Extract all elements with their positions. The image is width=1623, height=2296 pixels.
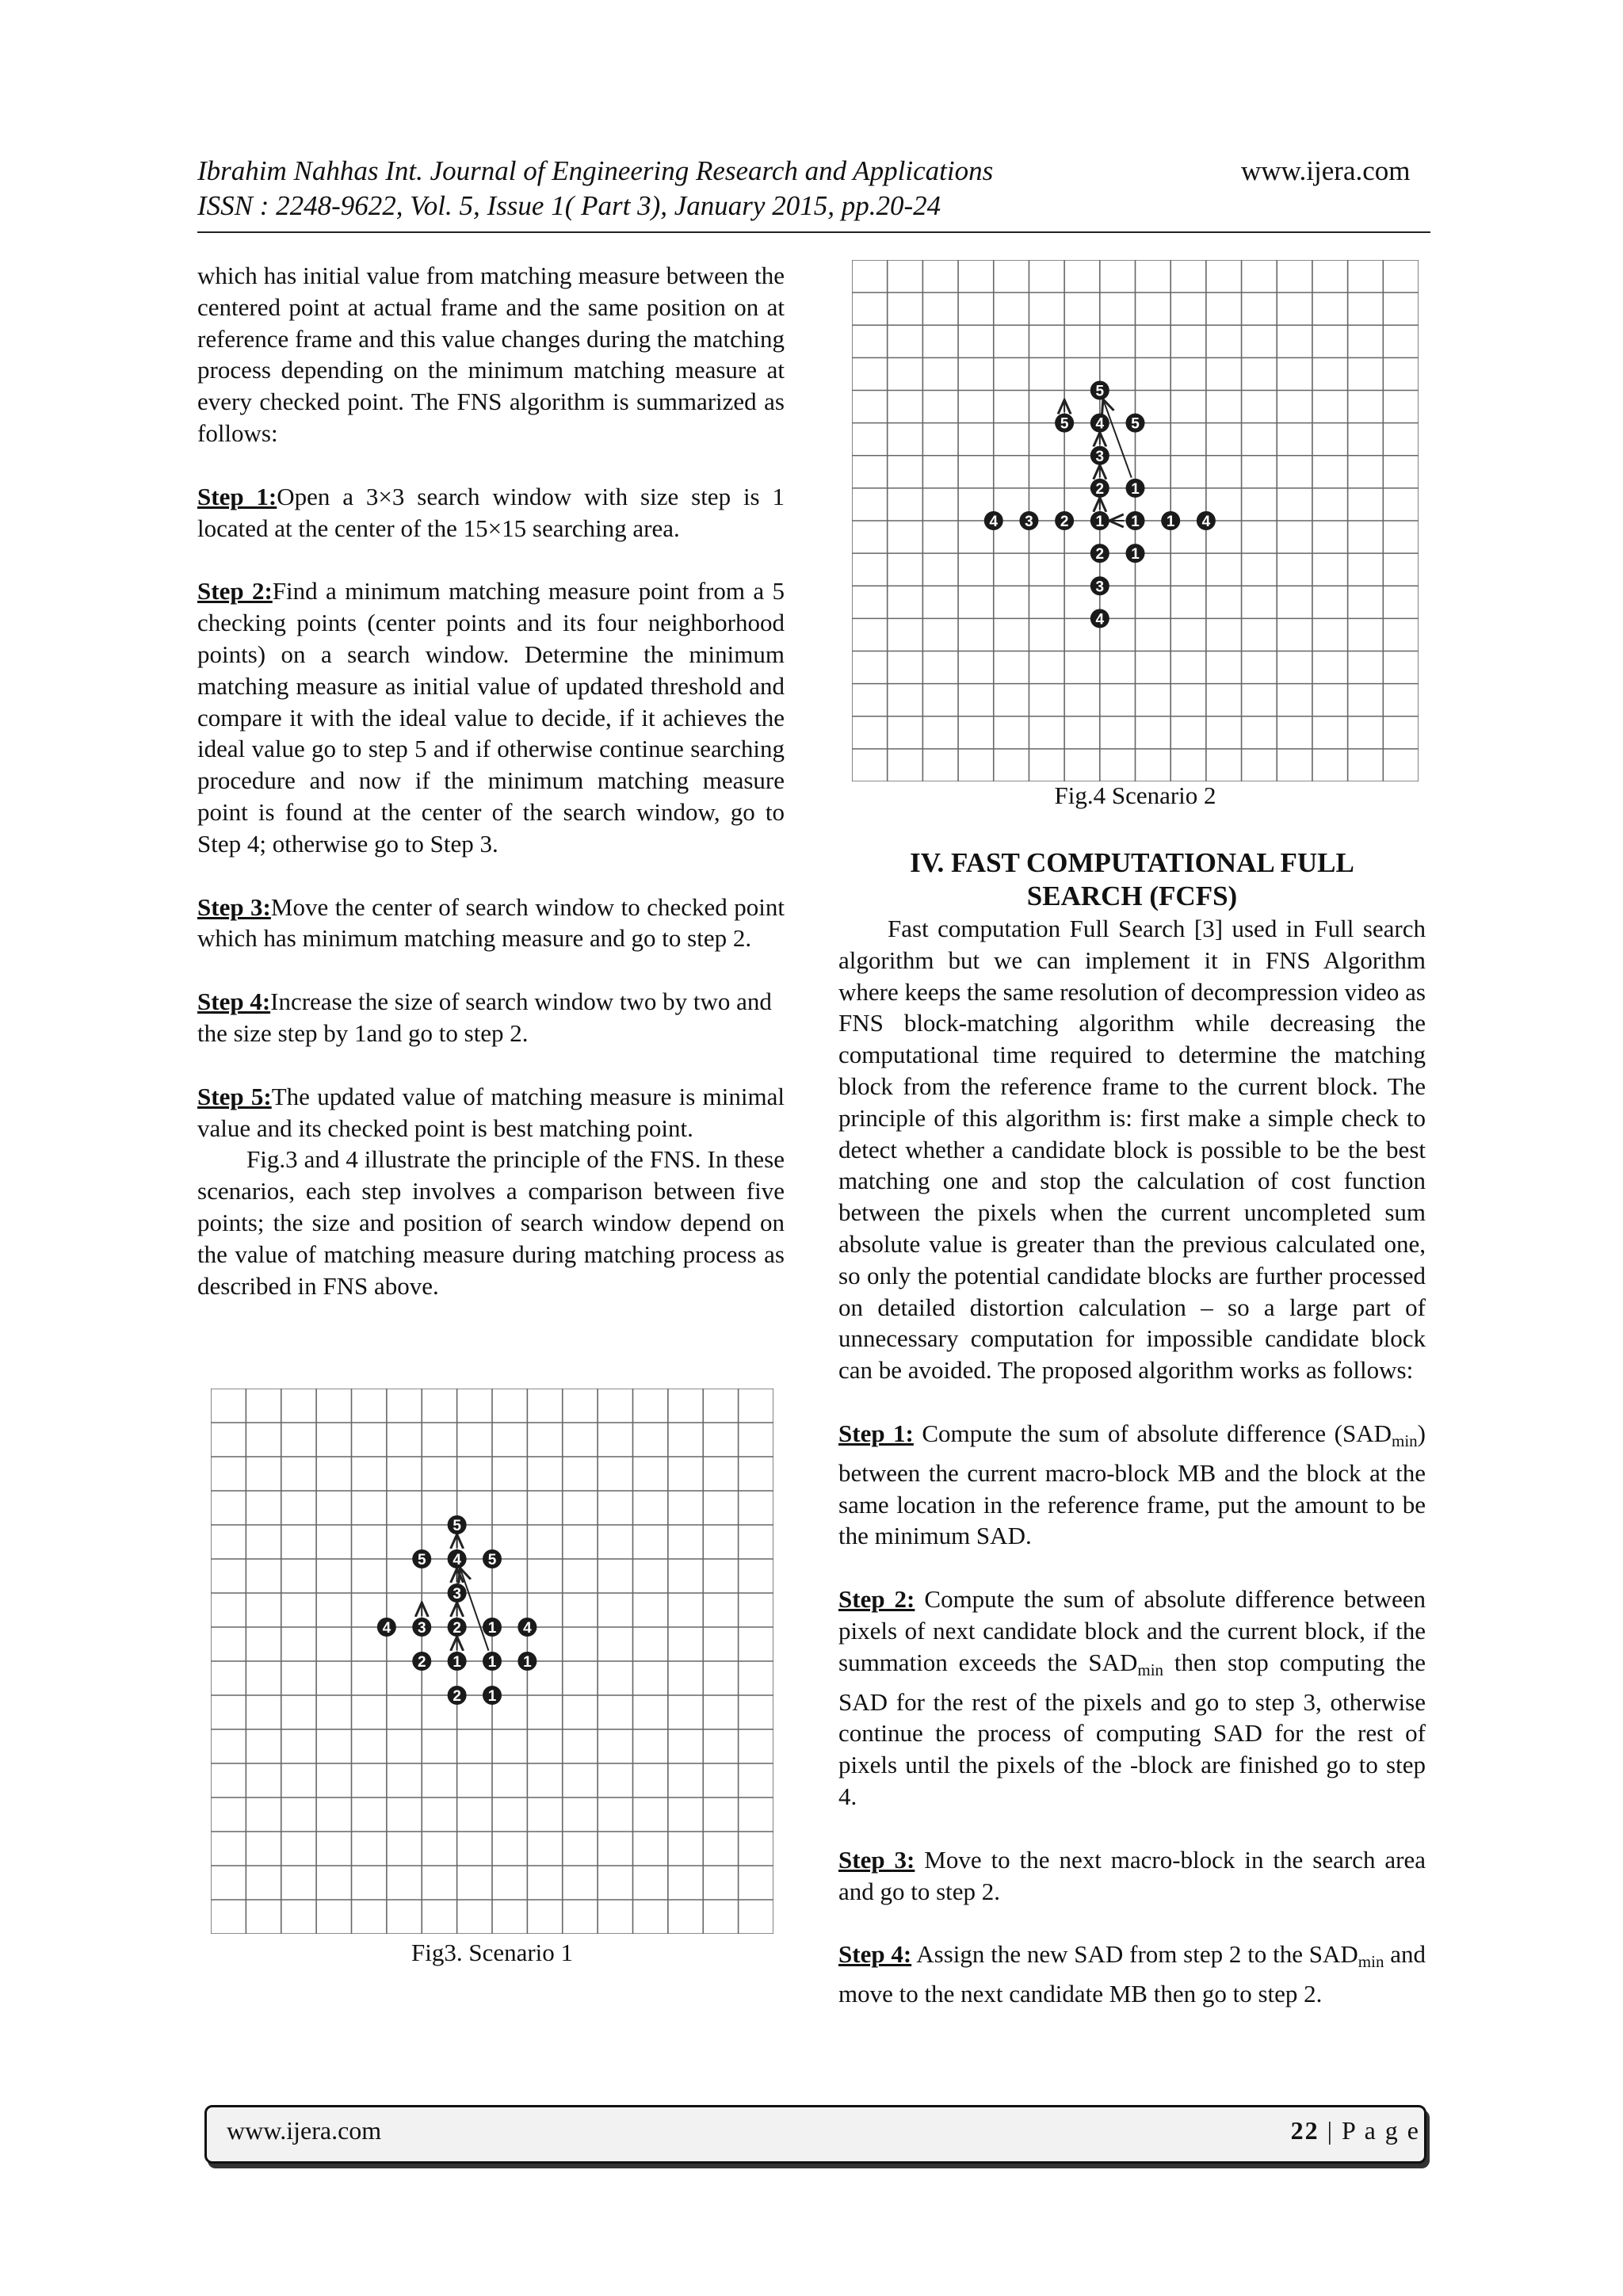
search-point-label: 5 xyxy=(453,1518,461,1534)
fcfs-step-1 xyxy=(838,1418,1426,1552)
search-point xyxy=(448,1515,467,1534)
search-point xyxy=(448,1549,467,1568)
search-point-label: 1 xyxy=(1131,514,1140,530)
intro-paragraph: which has initial value from matching measure between the centered point at actual frame and the same position on at reference frame and this value changes during the matching process depending on the minimum matching measure at every checked point. The FNS algorithm is summarized as follows: xyxy=(197,262,785,447)
search-point xyxy=(483,1686,502,1705)
search-point-label: 3 xyxy=(417,1620,426,1637)
step-text: Move the center of search window to checked point which has minimum matching measure and go to step 2. xyxy=(197,892,785,953)
search-point-label: 3 xyxy=(1025,514,1033,530)
step-label: Step 1: xyxy=(197,482,277,510)
search-path-arrow xyxy=(1104,401,1132,478)
fns-figure-paragraph: Fig.3 and 4 illustrate the principle of the FNS. In these scenarios, each step involves a comparison between five points; the size and position of search window depend on the value of matching measure during matching process as described in FNS above. xyxy=(197,1145,785,1300)
search-point xyxy=(517,1618,537,1637)
search-point-label: 1 xyxy=(1131,546,1140,563)
step-text-cont: ) between the current macro-block MB and the block at the same location in the reference frame, put the amount to be the minimum SAD. xyxy=(838,1419,1426,1550)
right-column xyxy=(838,913,1426,2010)
search-point-label: 2 xyxy=(1095,480,1105,498)
step-text: Move to the next macro-block in the search area and go to step 2. xyxy=(838,1845,1426,1905)
fns-step-5 xyxy=(197,1081,785,1144)
step-label: Step 3: xyxy=(197,892,271,921)
search-point xyxy=(1055,511,1074,530)
fns-step-1 xyxy=(197,481,785,544)
search-point-label: 2 xyxy=(453,1620,461,1637)
search-point-label: 1 xyxy=(453,1654,461,1671)
search-point-label: 4 xyxy=(1201,514,1211,530)
figure-3-caption: Fig3. Scenario 1 xyxy=(411,1939,574,1966)
search-point-label: 5 xyxy=(1131,415,1140,433)
search-point xyxy=(1090,414,1109,433)
journal-title: Ibrahim Nahhas Int. Journal of Engineering Research and Applications xyxy=(197,155,994,186)
search-point-label: 2 xyxy=(417,1654,426,1671)
step-text: Find a minimum matching measure point from a 5 checking points (center points and its four neighborhood points) on a search window. Determine the minimum matching measure as initial value of updated threshold and compare it with the ideal value to decide, if it achieves the ideal value go to step 5 and if otherwise continue searching procedure and now if the minimum matching measure point is found at the center of the search window, go to Step 4; otherwise go to Step 3. xyxy=(197,577,785,858)
search-point xyxy=(1090,609,1109,628)
search-point xyxy=(1161,511,1180,530)
issn-line: ISSN : 2248-9622, Vol. 5, Issue 1( Part 3), January 2015, pp.20-24 xyxy=(197,190,941,221)
search-point xyxy=(1090,544,1109,563)
search-point xyxy=(412,1652,431,1671)
step-label: Step 1: xyxy=(838,1419,914,1447)
page-number xyxy=(1291,2116,1420,2145)
search-point xyxy=(1126,479,1145,498)
search-point xyxy=(412,1549,431,1568)
search-point xyxy=(1019,511,1038,530)
search-point xyxy=(1126,544,1145,563)
search-point xyxy=(1090,479,1109,498)
search-point xyxy=(483,1549,502,1568)
search-point-label: 5 xyxy=(1060,415,1069,433)
step-label: Step 4: xyxy=(838,1940,912,1969)
search-point xyxy=(1090,446,1109,465)
search-point-label: 2 xyxy=(453,1688,461,1705)
step-text: Compute the sum of absolute difference (SAD xyxy=(922,1419,1392,1447)
search-point-label: 1 xyxy=(1095,514,1105,530)
step-text-cont: then stop computing the SAD for the rest of the pixels and go to step 3, otherwise continue the process of computing SAD for the rest of pixels until the pixels of the -block are finished go to step 4. xyxy=(838,1648,1426,1810)
fns-step-3 xyxy=(197,892,785,955)
fcfs-step-2 xyxy=(838,1584,1426,1813)
section-title-line-2: SEARCH (FCFS) xyxy=(1026,881,1238,911)
fns-step-2 xyxy=(197,575,785,859)
left-column xyxy=(197,260,785,1301)
search-point xyxy=(483,1618,502,1637)
fcfs-paragraph: Fast computation Full Search [3] used in Full search algorithm but we can implement it in FNS Algorithm where keeps the same resolution of decompression video as FNS block-matching algorithm while decreasing the computational time required to determine the matching block from the reference frame to the current block. The principle of this algorithm is: first make a simple check to detect whether a candidate block is possible to be the best matching one and stop the calculation of cost function between the pixels when the current uncompleted sum absolute value is greater than the previous calculated one, so only the potential candidate blocks are further processed on detailed distortion calculation – so a large part of unnecessary computation for impossible candidate block can be avoided. The proposed algorithm works as follows: xyxy=(838,915,1426,1385)
search-point-label: 1 xyxy=(1131,480,1140,498)
search-point xyxy=(984,511,1003,530)
search-point-label: 1 xyxy=(1166,514,1175,530)
search-point xyxy=(412,1618,431,1637)
search-point-label: 1 xyxy=(487,1654,497,1671)
figure-4-caption: Fig.4 Scenario 2 xyxy=(1054,781,1216,809)
section-title-line-1: IV. FAST COMPUTATIONAL FULL xyxy=(910,847,1354,878)
search-point xyxy=(1126,511,1145,530)
subscript: min xyxy=(1358,1952,1384,1972)
page-number-value: 22 xyxy=(1290,2116,1319,2145)
subscript: min xyxy=(1137,1660,1164,1679)
search-point xyxy=(448,1584,467,1603)
page-label: | P a g e xyxy=(1319,2116,1420,2145)
step-label: Step 5: xyxy=(197,1082,272,1110)
search-point-label: 5 xyxy=(417,1552,426,1568)
search-point xyxy=(517,1652,537,1671)
step-text: Compute the sum of absolute difference between pixels of next candidate block and the current block, if the summation exceeds the SAD xyxy=(838,1585,1426,1676)
search-point-label: 1 xyxy=(487,1620,497,1637)
step-label: Step 2: xyxy=(197,577,273,606)
step-label: Step 4: xyxy=(197,988,271,1016)
search-point-label: 4 xyxy=(989,514,999,530)
search-point-label: 3 xyxy=(1095,579,1105,596)
figure-3-scenario-1 xyxy=(211,1389,773,1934)
search-point-label: 4 xyxy=(523,1620,532,1637)
header-url[interactable]: www.ijera.com xyxy=(1241,155,1411,186)
search-point xyxy=(1197,511,1216,530)
section-title xyxy=(838,846,1426,913)
step-text: Open a 3×3 search window with size step is 1 located at the center of the 15×15 searching area. xyxy=(197,482,785,542)
step-text-cont: and move to the next candidate MB then go to step 2. xyxy=(838,1940,1426,2008)
search-point xyxy=(1090,576,1109,595)
search-point xyxy=(448,1652,467,1671)
subscript: min xyxy=(1392,1431,1418,1450)
search-point xyxy=(1090,511,1109,530)
step-text: Assign the new SAD from step 2 to the SAD xyxy=(916,1940,1358,1969)
fcfs-step-3 xyxy=(838,1844,1426,1908)
search-point-label: 3 xyxy=(453,1586,461,1603)
search-point xyxy=(448,1686,467,1705)
search-point-label: 1 xyxy=(523,1654,532,1671)
figure-4-scenario-2 xyxy=(852,260,1419,781)
search-point-label: 2 xyxy=(1060,514,1069,530)
search-point xyxy=(448,1618,467,1637)
fcfs-step-4 xyxy=(838,1939,1426,2010)
search-point-label: 1 xyxy=(487,1688,497,1705)
step-label: Step 2: xyxy=(838,1585,915,1614)
search-point xyxy=(1090,381,1109,400)
header-rule xyxy=(197,231,1430,233)
search-point xyxy=(1055,414,1074,433)
fns-step-4 xyxy=(197,986,785,1049)
step-label: Step 3: xyxy=(838,1845,915,1874)
search-point-label: 4 xyxy=(1095,415,1105,433)
search-point-label: 5 xyxy=(1095,383,1105,400)
search-path-arrow xyxy=(460,1569,488,1651)
search-point xyxy=(377,1618,396,1637)
search-point xyxy=(483,1652,502,1671)
footer-bar xyxy=(204,2105,1426,2164)
step-text: The updated value of matching measure is minimal value and its checked point is best matching point. xyxy=(197,1082,785,1142)
search-point-label: 2 xyxy=(1095,546,1105,563)
footer-url[interactable]: www.ijera.com xyxy=(227,2116,382,2145)
step-text: Increase the size of search window two by two and the size step by 1and go to step 2. xyxy=(197,988,772,1047)
search-point-label: 4 xyxy=(382,1620,391,1637)
search-point xyxy=(1126,414,1145,433)
search-point-label: 4 xyxy=(453,1552,461,1568)
search-point-label: 5 xyxy=(487,1552,497,1568)
search-point-label: 4 xyxy=(1095,611,1105,628)
search-point-label: 3 xyxy=(1095,448,1105,465)
